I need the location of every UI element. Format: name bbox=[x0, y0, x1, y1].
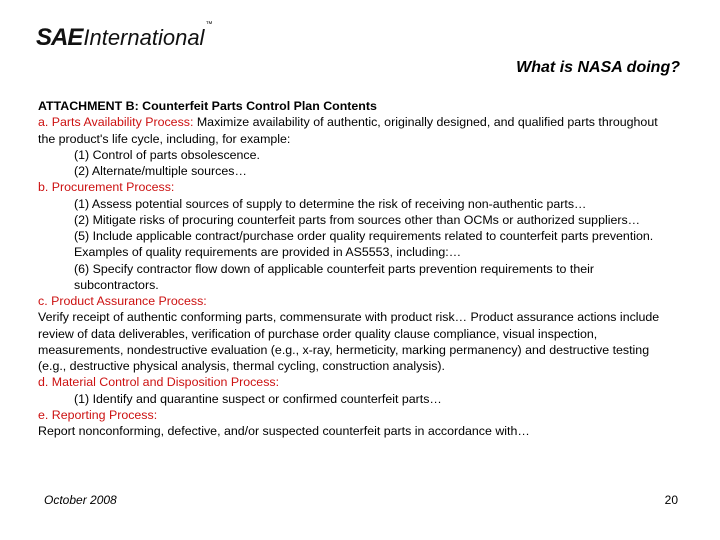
section-c-label: c. Product Assurance Process: bbox=[38, 294, 207, 308]
logo-sae-text: SAE bbox=[36, 24, 83, 51]
section-a-item: (1) Control of parts obsolescence. bbox=[74, 147, 260, 162]
attachment-heading: ATTACHMENT B: Counterfeit Parts Control Plan Contents bbox=[38, 99, 377, 113]
section-a-text: Maximize availability of authentic, originally designed, and qualified parts throughout the product's life cycle, including, for example: bbox=[38, 115, 658, 146]
section-b-item: (1) Assess potential sources of supply to determine the risk of receiving non-authentic parts… bbox=[74, 196, 587, 211]
logo-international-text: International bbox=[83, 25, 205, 50]
section-a bbox=[38, 114, 678, 147]
section-a-item: (2) Alternate/multiple sources… bbox=[74, 164, 247, 178]
section-b-item: (5) Include applicable contract/purchase order quality requirements related to counterfeit parts prevention. Examples of quality requirements are provided in AS5553, including:… bbox=[74, 229, 654, 260]
section-e-text: Report nonconforming, defective, and/or suspected counterfeit parts in accordance with… bbox=[38, 424, 530, 438]
section-b-label: b. Procurement Process: bbox=[38, 180, 175, 195]
sae-international-logo bbox=[36, 20, 212, 50]
section-a-label: a. Parts Availability Process: bbox=[38, 115, 194, 130]
slide-title: What is NASA doing? bbox=[516, 59, 680, 76]
section-c-text: Verify receipt of authentic conforming parts, commensurate with product risk… Product assurance actions include review of data deliverables, verification of purchase order quality clause compliance, visual inspection, measurements, nondestructive evaluation (e.g., x-ray, hermeticity, marking permanency) and destructive testing (e.g., destructive physical analysis, thermal cycling, construction analysis). bbox=[38, 310, 660, 373]
section-d-label: d. Material Control and Disposition Process: bbox=[38, 375, 280, 390]
section-d-item: (1) Identify and quarantine suspect or confirmed counterfeit parts… bbox=[74, 391, 442, 406]
logo-trademark: ™ bbox=[205, 21, 213, 28]
page-number: 20 bbox=[664, 493, 678, 507]
footer-date: October 2008 bbox=[44, 493, 117, 507]
section-b-item: (6) Specify contractor flow down of applicable counterfeit parts prevention requirements to their subcontractors. bbox=[74, 261, 594, 292]
slide-body bbox=[38, 98, 678, 439]
section-b-item: (2) Mitigate risks of procuring counterfeit parts from sources other than OCMs or authorized suppliers… bbox=[74, 212, 641, 227]
section-e-label: e. Reporting Process: bbox=[38, 407, 158, 422]
